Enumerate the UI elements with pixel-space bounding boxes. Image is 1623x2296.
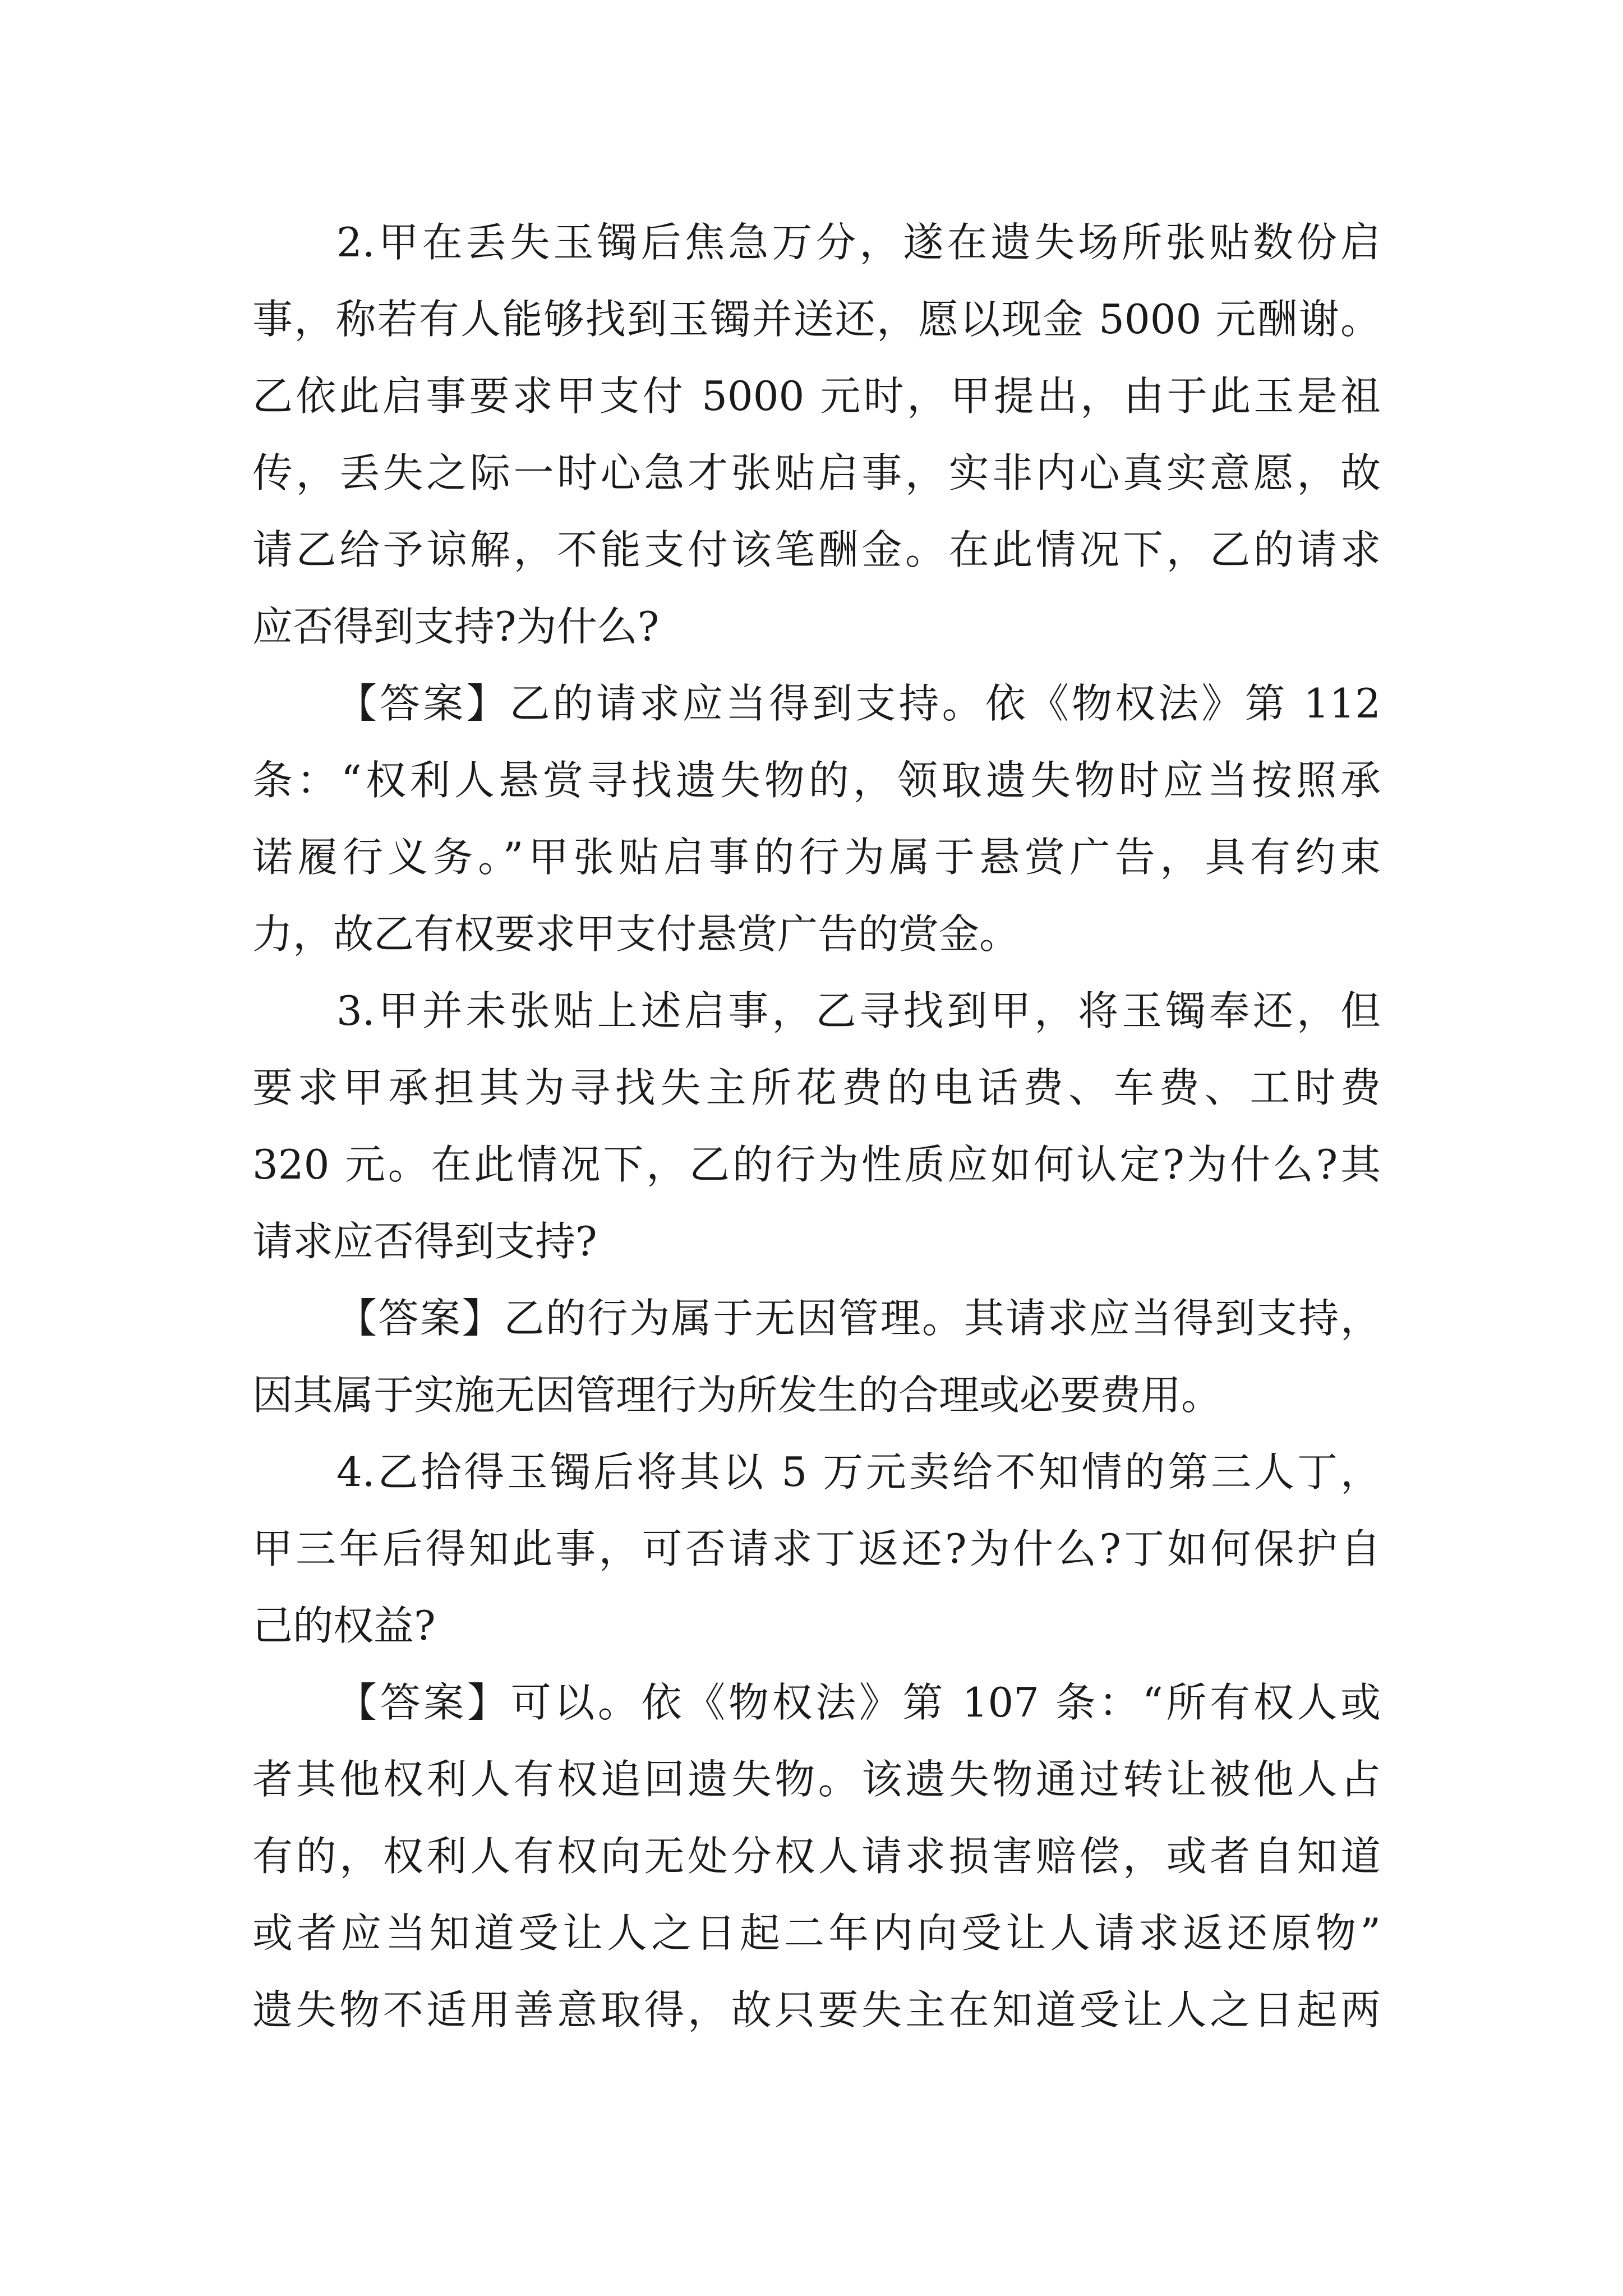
text-line: 者其他权利人有权追回遗失物。该遗失物通过转让被他人占 (252, 1756, 1381, 1803)
text-line: 己的权益? (252, 1602, 436, 1649)
document-body (252, 204, 1381, 2049)
text-line: 【答案】可以。依《物权法》第 107 条：“所有权人或 (336, 1679, 1381, 1726)
text-line: 传，丢失之际一时心急才张贴启事，实非内心真实意愿，故 (252, 449, 1381, 496)
text-line: 乙依此启事要求甲支付 5000 元时，甲提出，由于此玉是祖 (252, 372, 1381, 420)
text-line: 力，故乙有权要求甲支付悬赏广告的赏金。 (252, 910, 1020, 958)
question-paragraph-3 (252, 973, 1381, 1280)
text-line: 4.乙拾得玉镯后将其以 5 万元卖给不知情的第三人丁， (336, 1448, 1381, 1496)
text-line: 甲三年后得知此事，可否请求丁返还?为什么?丁如何保护自 (252, 1525, 1381, 1572)
text-line: 3.甲并未张贴上述启事，乙寻找到甲，将玉镯奉还，但 (336, 987, 1381, 1034)
text-line: 因其属于实施无因管理行为所发生的合理或必要费用。 (252, 1372, 1222, 1419)
text-line: 请乙给予谅解，不能支付该笔酬金。在此情况下，乙的请求 (252, 526, 1381, 573)
text-line: 应否得到支持?为什么? (252, 603, 660, 650)
question-paragraph-2 (252, 204, 1381, 665)
text-line: 2.甲在丢失玉镯后焦急万分，遂在遗失场所张贴数份启 (336, 219, 1381, 266)
text-line: 事，称若有人能够找到玉镯并送还，愿以现金 5000 元酬谢。 (252, 296, 1381, 343)
text-line: 【答案】乙的行为属于无因管理。其请求应当得到支持， (336, 1295, 1381, 1342)
answer-paragraph-2 (252, 665, 1381, 973)
text-line: 诺履行义务。”甲张贴启事的行为属于悬赏广告，具有约束 (252, 834, 1381, 881)
text-line: 遗失物不适用善意取得，故只要失主在知道受让人之日起两 (252, 1986, 1381, 2033)
text-line: 请求应否得到支持? (252, 1218, 597, 1265)
text-line: 有的，权利人有权向无处分权人请求损害赔偿，或者自知道 (252, 1833, 1381, 1880)
text-line: 要求甲承担其为寻找失主所花费的电话费、车费、工时费 (252, 1064, 1381, 1111)
text-line: 320 元。在此情况下，乙的行为性质应如何认定?为什么?其 (252, 1141, 1381, 1188)
answer-paragraph-3 (252, 1280, 1381, 1434)
text-line: 条：“权利人悬赏寻找遗失物的，领取遗失物时应当按照承 (252, 757, 1381, 804)
question-paragraph-4 (252, 1434, 1381, 1664)
answer-paragraph-4 (252, 1664, 1381, 2049)
text-line: 【答案】乙的请求应当得到支持。依《物权法》第 112 (336, 680, 1381, 727)
text-line: 或者应当知道受让人之日起二年内向受让人请求返还原物” (252, 1910, 1381, 1957)
